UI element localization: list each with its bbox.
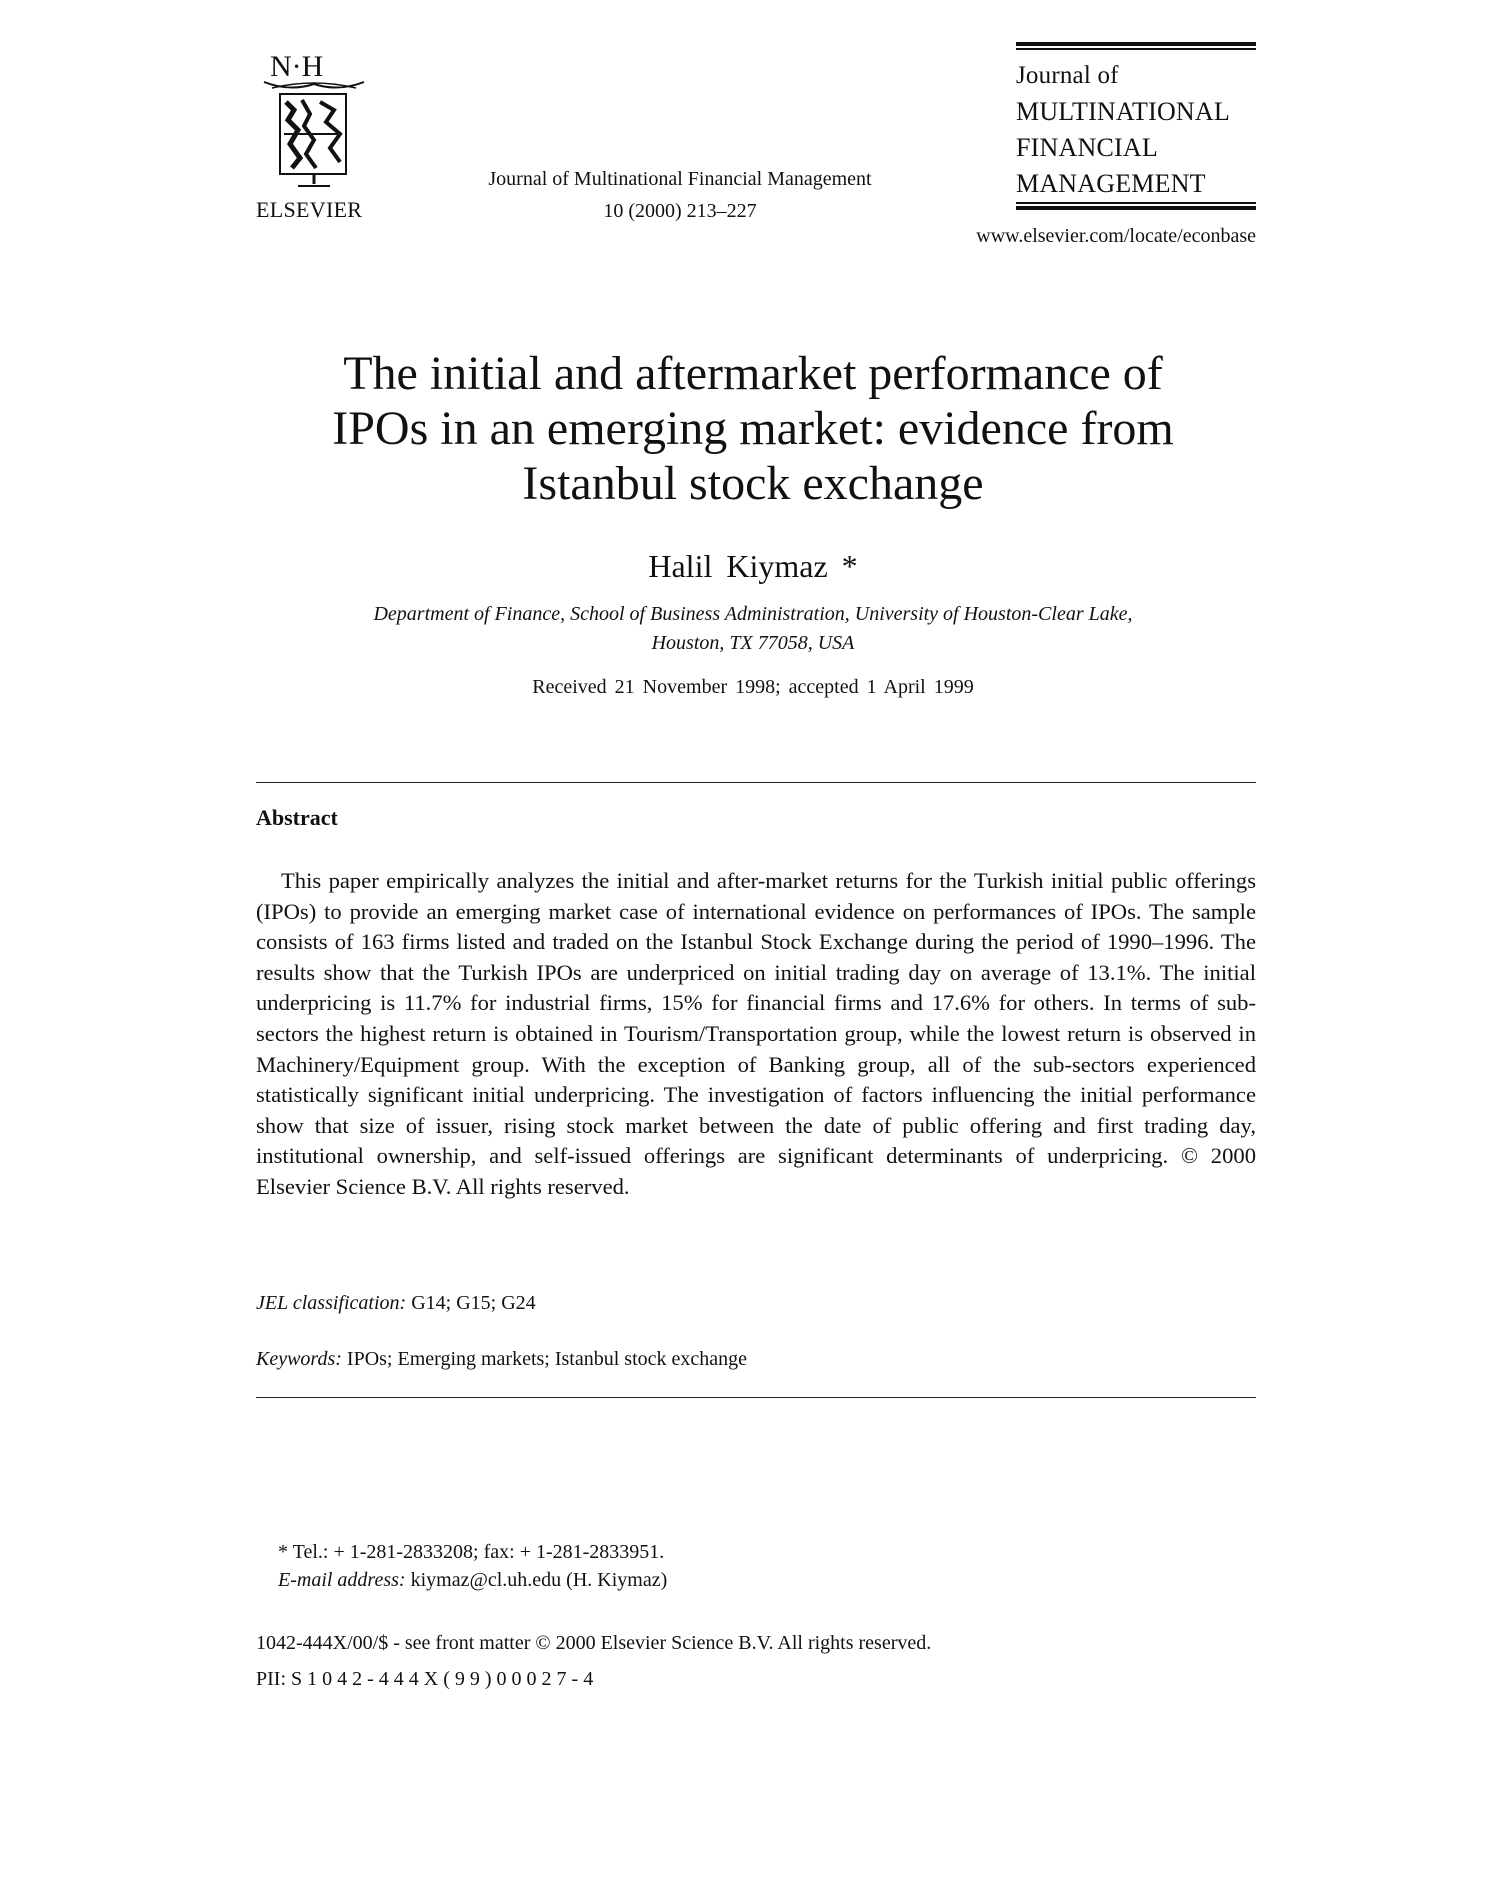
masthead-title xyxy=(1016,58,1256,202)
author-name: Halil Kiymaz * xyxy=(648,548,858,584)
paper-title xyxy=(200,346,1306,511)
email-label: E-mail address: xyxy=(278,1569,406,1591)
jel-classification xyxy=(256,1292,536,1315)
masthead-line: MULTINATIONAL xyxy=(1016,97,1230,126)
contact-email-row xyxy=(278,1566,667,1594)
contact-phone-fax: * Tel.: + 1-281-2833208; fax: + 1-281-2833951. xyxy=(278,1541,665,1563)
abstract-body: This paper empirically analyzes the initial and after-market returns for the Turkish initial public offerings (IPOs) to provide an emerging market case of international evidence on performances of IPOs. The sample consists of 163 firms listed and traded on the Istanbul Stock Exchange during the period of 1990–1996. The results show that the Turkish IPOs are underpriced on initial trading day on average of 13.1%. The initial underpricing is 11.7% for industrial firms, 15% for financial firms and 17.6% for others. In terms of sub-sectors the highest return is obtained in Tourism/Transportation group, while the lowest return is observed in Machinery/Equipment group. With the exception of Banking group, all of the sub-sectors experienced statistically significant initial underpricing. The investigation of factors influencing the initial performance show that size of issuer, rising stock market between the date of public offering and first trading day, institutional ownership, and self-issued offerings are significant determinants of underpricing. © 2000 Elsevier Science B.V. All rights reserved. xyxy=(256,868,1256,1199)
journal-volume-pages: 10 (2000) 213–227 xyxy=(603,200,757,222)
email-address[interactable]: kiymaz@cl.uh.edu (H. Kiymaz) xyxy=(410,1569,668,1591)
keywords xyxy=(256,1348,747,1371)
title-line: The initial and aftermarket performance of xyxy=(343,347,1163,400)
jel-codes: G14; G15; G24 xyxy=(411,1292,536,1314)
masthead-line: FINANCIAL xyxy=(1016,133,1158,162)
author-affiliation xyxy=(260,600,1246,658)
pii-code: S1042-444X(99)00027-4 xyxy=(291,1668,599,1690)
keywords-label: Keywords: xyxy=(256,1348,342,1370)
elsevier-tree-emblem-icon xyxy=(250,50,380,190)
abstract-top-rule xyxy=(256,782,1256,783)
masthead-line: MANAGEMENT xyxy=(1016,169,1206,198)
author-footnote xyxy=(278,1538,667,1594)
received-dates: Received 21 November 1998; accepted 1 April 1999 xyxy=(532,676,974,698)
copyright-line: 1042-444X/00/$ - see front matter © 2000 Elsevier Science B.V. All rights reserved. xyxy=(256,1632,932,1654)
abstract-bottom-rule xyxy=(256,1397,1256,1398)
masthead-bottom-rule xyxy=(1016,206,1256,210)
jel-label: JEL classification: xyxy=(256,1292,407,1314)
keywords-list: IPOs; Emerging markets; Istanbul stock exchange xyxy=(346,1348,748,1370)
pii-line xyxy=(256,1668,598,1691)
logo-letters: N·H xyxy=(270,50,324,83)
masthead-line: Journal of xyxy=(1016,62,1119,89)
journal-name: Journal of Multinational Financial Management xyxy=(488,168,872,190)
journal-masthead xyxy=(1016,42,1256,220)
affiliation-line: Houston, TX 77058, USA xyxy=(651,632,855,654)
masthead-top-rule-thin xyxy=(1016,48,1256,50)
affiliation-line: Department of Finance, School of Business Administration, University of Houston-Clear Lake, xyxy=(373,603,1133,625)
title-line: IPOs in an emerging market: evidence from xyxy=(332,402,1174,455)
publisher-name: ELSEVIER xyxy=(256,197,363,222)
pii-label: PII: xyxy=(256,1668,286,1690)
journal-url[interactable]: www.elsevier.com/locate/econbase xyxy=(976,225,1256,247)
title-line: Istanbul stock exchange xyxy=(522,457,984,510)
journal-citation xyxy=(430,163,930,227)
publisher-logo xyxy=(250,50,380,190)
masthead-top-rule xyxy=(1016,42,1256,46)
masthead-bottom-rule-thin xyxy=(1016,202,1256,204)
abstract-heading: Abstract xyxy=(256,805,338,830)
